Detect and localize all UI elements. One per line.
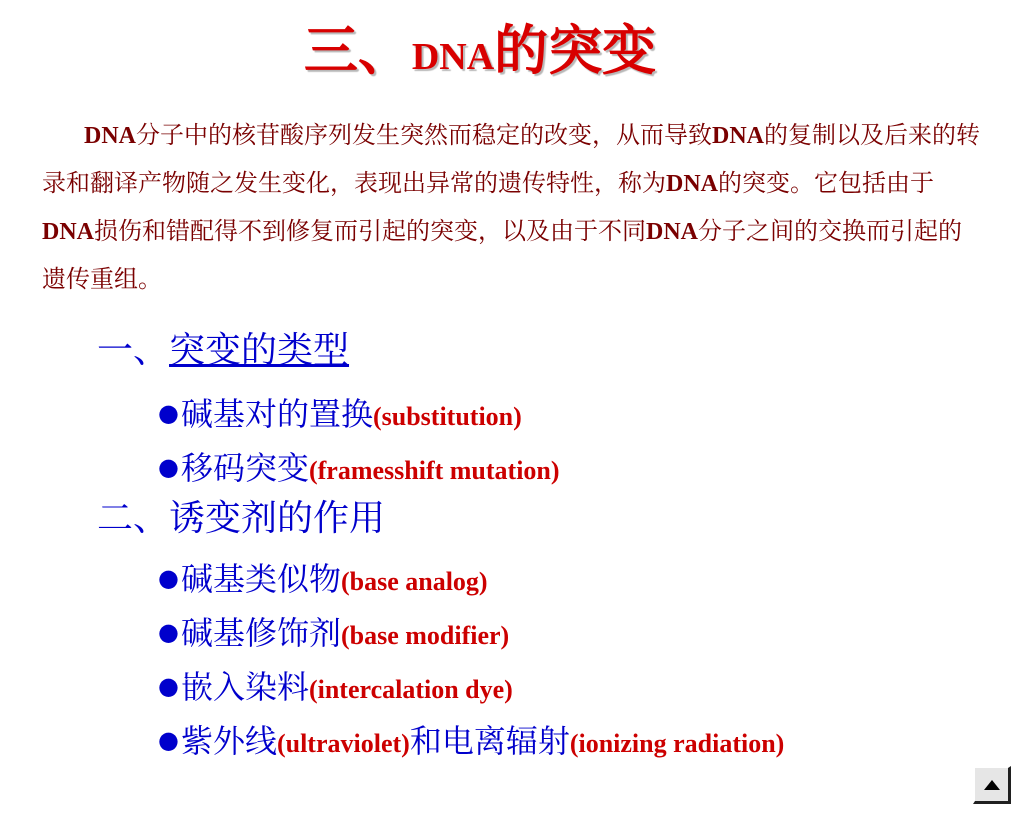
item-label: 碱基修饰剂 — [180, 614, 341, 652]
section-prefix: 二、 — [97, 498, 170, 539]
intro-text: 分子之间的交换而引起的遗传重组。 — [42, 217, 962, 293]
triangle-up-icon — [984, 780, 1000, 790]
item-label: 移码突变 — [180, 449, 309, 487]
intro-term-dna: DNA — [42, 219, 94, 245]
item-english: (substitution) — [372, 402, 522, 431]
bullet-icon: ● — [158, 618, 179, 646]
list-item-intercalation-dye — [158, 664, 513, 712]
list-item-ultraviolet — [158, 718, 784, 766]
intro-text: 的突变。它包括由于 — [718, 169, 934, 197]
item-english: (ultraviolet) — [276, 729, 410, 758]
intro-text: 损伤和错配得不到修复而引起的突变，以及由于不同 — [94, 217, 646, 245]
item-english: (intercalation dye) — [308, 675, 513, 704]
section-mutation-types — [97, 327, 349, 375]
intro-paragraph — [42, 112, 982, 303]
mutation-types-link[interactable]: 突变的类型 — [169, 330, 350, 371]
title-dna: DNA — [411, 36, 495, 78]
bullet-icon: ● — [158, 399, 179, 427]
bullet-icon: ● — [158, 564, 179, 592]
section-prefix: 一、 — [97, 330, 170, 371]
intro-term-dna: DNA — [84, 123, 136, 149]
title-prefix: 三、 — [303, 18, 412, 82]
bullet-icon: ● — [158, 726, 179, 754]
item-english-2: (ionizing radiation) — [569, 729, 785, 758]
bullet-icon: ● — [158, 672, 179, 700]
nav-up-button[interactable] — [973, 766, 1011, 804]
section-heading: 诱变剂的作用 — [169, 498, 386, 539]
item-label: 碱基类似物 — [180, 560, 341, 598]
item-label: 嵌入染料 — [180, 668, 309, 706]
item-label: 紫外线 — [180, 722, 277, 760]
list-item-base-analog — [158, 556, 488, 604]
item-label: 碱基对的置换 — [180, 395, 373, 433]
item-label-2: 和电离辐射 — [409, 722, 570, 760]
slide-title — [0, 18, 960, 89]
item-english: (framesshift mutation) — [308, 456, 560, 485]
intro-term-dna: DNA — [646, 219, 698, 245]
title-suffix: 的突变 — [494, 18, 657, 82]
intro-term-dna: DNA — [712, 123, 764, 149]
item-english: (base modifier) — [340, 621, 510, 650]
intro-text: 分子中的核苷酸序列发生突然而稳定的改变，从而导致 — [136, 121, 712, 149]
intro-term-dna: DNA — [666, 171, 718, 197]
intro-text: 的复制以及后来的转录和翻译产物随之发生变化，表现出异常的遗传特性，称为 — [42, 121, 980, 197]
list-item-substitution — [158, 391, 522, 439]
bullet-icon: ● — [158, 453, 179, 481]
list-item-frameshift — [158, 445, 560, 493]
section-mutagens — [97, 495, 385, 543]
list-item-base-modifier — [158, 610, 509, 658]
item-english: (base analog) — [340, 567, 488, 596]
